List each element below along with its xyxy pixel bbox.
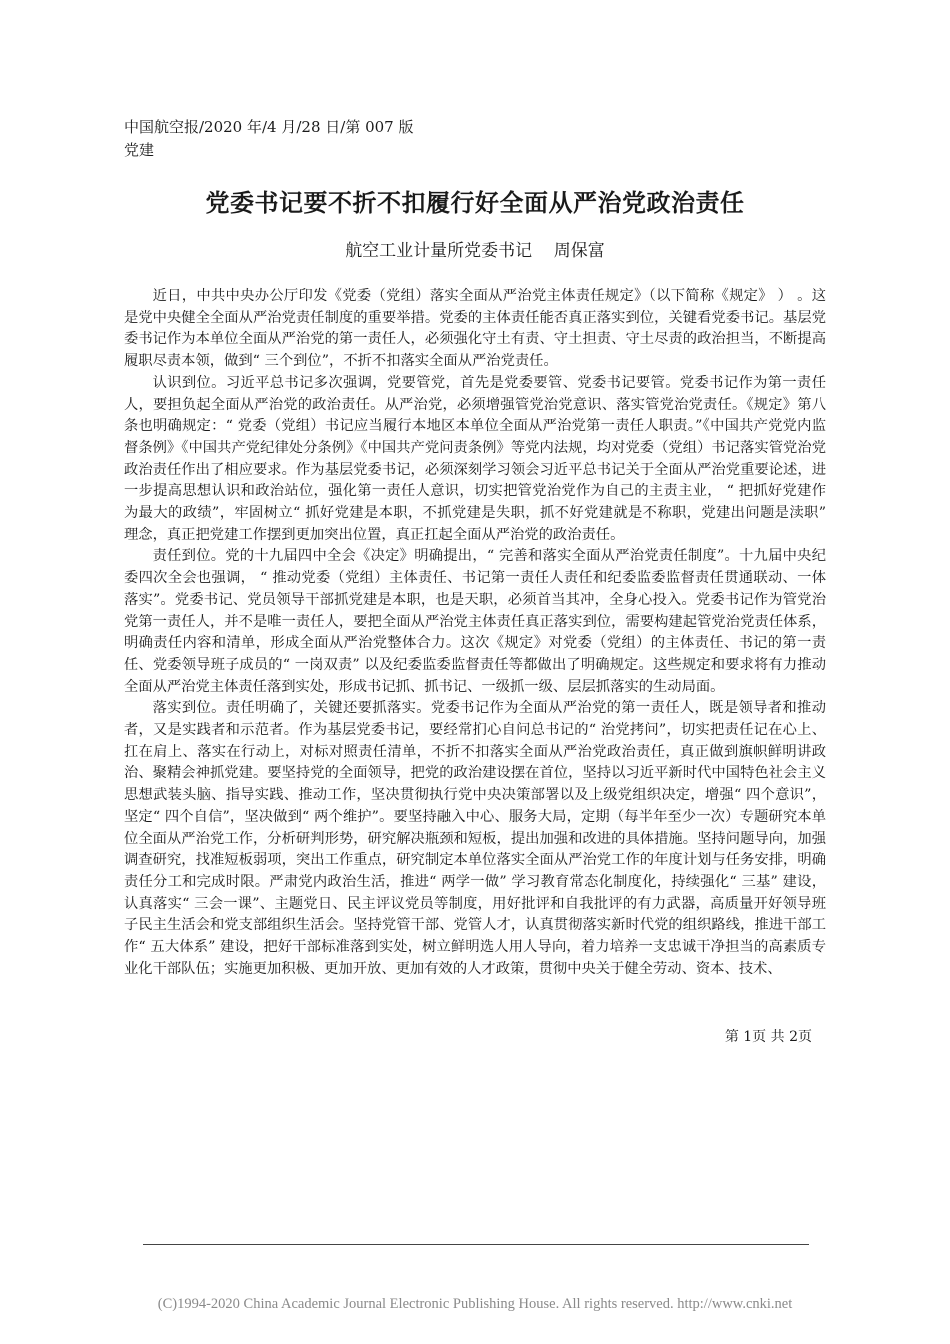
article-title: 党委书记要不折不扣履行好全面从严治党政治责任 [205, 189, 745, 217]
article-author: 航空工业计量所党委书记 周保富 [345, 241, 605, 261]
page-number: 第 1页 共 2页 [724, 1029, 812, 1045]
paragraph-awareness: 认识到位。习近平总书记多次强调，党要管党，首先是党委要管、党委书记要管。党委书记作为第一责任人，要担负起全面从严治党的政治责任。从严治党，必须增强管党治党意识、落实管党治党责任。《规定》第八条也明确规定：“ 党委（党组）书记应当履行本地区本单位全面从严治党第一责任人职责。”《中国共产党党内监督条例》《中国共产党纪律处分条例》《中国共产党问责条例》等党内法规，均对党委（党组）书记落实管党治党政治责任作出了相应要求。作为基层党委书记，必须深刻学习领会习近平总书记关于全面从严治党重要论述，进一步提高思想认识和政治站位，强化第一责任人意识，切实把管党治党作为自己的主责主业， “ 把抓好党建作为最大的政绩”，牢固树立“ 抓好党建是本职，不抓党建是失职，抓不好党建就是不称职，党建出问题是渎职” 理念，真正把党建工作摆到更加突出位置，真正扛起全面从严治党的政治责任。 [124, 374, 826, 543]
article-body [124, 286, 826, 981]
source-line: 中国航空报/2020 年/4 月/28 日/第 007 版党建 [124, 118, 414, 159]
paragraph-responsibility: 责任到位。党的十九届四中全会《决定》明确提出，“ 完善和落实全面从严治党责任制度”。十九届中央纪委四次全会也强调， “ 推动党委（党组）主体责任、书记第一责任人责任和纪委监委监督责任贯通联动、一体落实”。党委书记、党员领导干部抓党建是本职，也是天职，必须首当其冲，全身心投入。党委书记作为管党治党第一责任人，并不是唯一责任人，要把全面从严治党主体责任真正落实到位，需要构建起管党治党责任体系，明确责任内容和清单，形成全面从严治党整体合力。这次《规定》对党委（党组）的主体责任、书记的第一责任、党委领导班子成员的“ 一岗双责” 以及纪委监委监督责任等都做出了明确规定。这些规定和要求将有力推动全面从严治党主体责任落到实处，形成书记抓、抓书记、一级抓一级、层层抓落实的生动局面。 [124, 548, 826, 695]
copyright-notice: (C)1994-2020 China Academic Journal Electronic Publishing House. All rights reserved. http://www.cnki.net [157, 1296, 793, 1312]
paragraph-implementation: 落实到位。责任明确了，关键还要抓落实。党委书记作为全面从严治党的第一责任人，既是领导者和推动者，又是实践者和示范者。作为基层党委书记，要经常扪心自问总书记的“ 治党拷问”，切实把责任记在心上、扛在肩上、落实在行动上，对标对照责任清单，不折不扣落实全面从严治党政治责任，真正做到旗帜鲜明讲政治、聚精会神抓党建。要坚持党的全面领导，把党的政治建设摆在首位，坚持以习近平新时代中国特色社会主义思想武装头脑、指导实践、推动工作，坚决贯彻执行党中央决策部署以及上级党组织决定，增强“ 四个意识”，坚定“ 四个自信”，坚决做到“ 两个维护”。要坚持融入中心、服务大局，定期（每半年至少一次）专题研究本单位全面从严治党工作，分析研判形势，研究解决瓶颈和短板，提出加强和改进的具体措施。坚持问题导向，加强调查研究，找准短板弱项，突出工作重点，研究制定本单位落实全面从严治党工作的年度计划与任务安排，明确责任分工和完成时限。严肃党内政治生活，推进“ 两学一做” 学习教育常态化制度化，持续强化“ 三基” 建设，认真落实“ 三会一课”、主题党日、民主评议党员等制度，用好批评和自我批评的有力武器，高质量开好领导班子民主生活会和党支部组织生活会。坚持党管干部、党管人才，认真贯彻落实新时代党的组织路线，推进干部工作“ 五大体系” 建设，把好干部标准落到实处，树立鲜明选人用人导向，着力培养一支忠诚干净担当的高素质专业化干部队伍；实施更加积极、更加开放、更加有效的人才政策，贯彻中央关于健全劳动、资本、技术、 [124, 700, 826, 977]
footer-divider [143, 1244, 809, 1245]
paragraph-intro: 近日，中共中央办公厅印发《党委（党组）落实全面从严治党主体责任规定》（以下简称《规定》 ） 。这是党中央健全全面从严治党责任制度的重要举措。党委的主体责任能否真正落实到位，关键看党委书记。基层党委书记作为本单位全面从严治党的第一责任人，必须强化守土有责、守土担责、守土尽责的政治担当，不断提高履职尽责本领，做到“ 三个到位”，不折不扣落实全面从严治党责任。 [124, 288, 826, 370]
